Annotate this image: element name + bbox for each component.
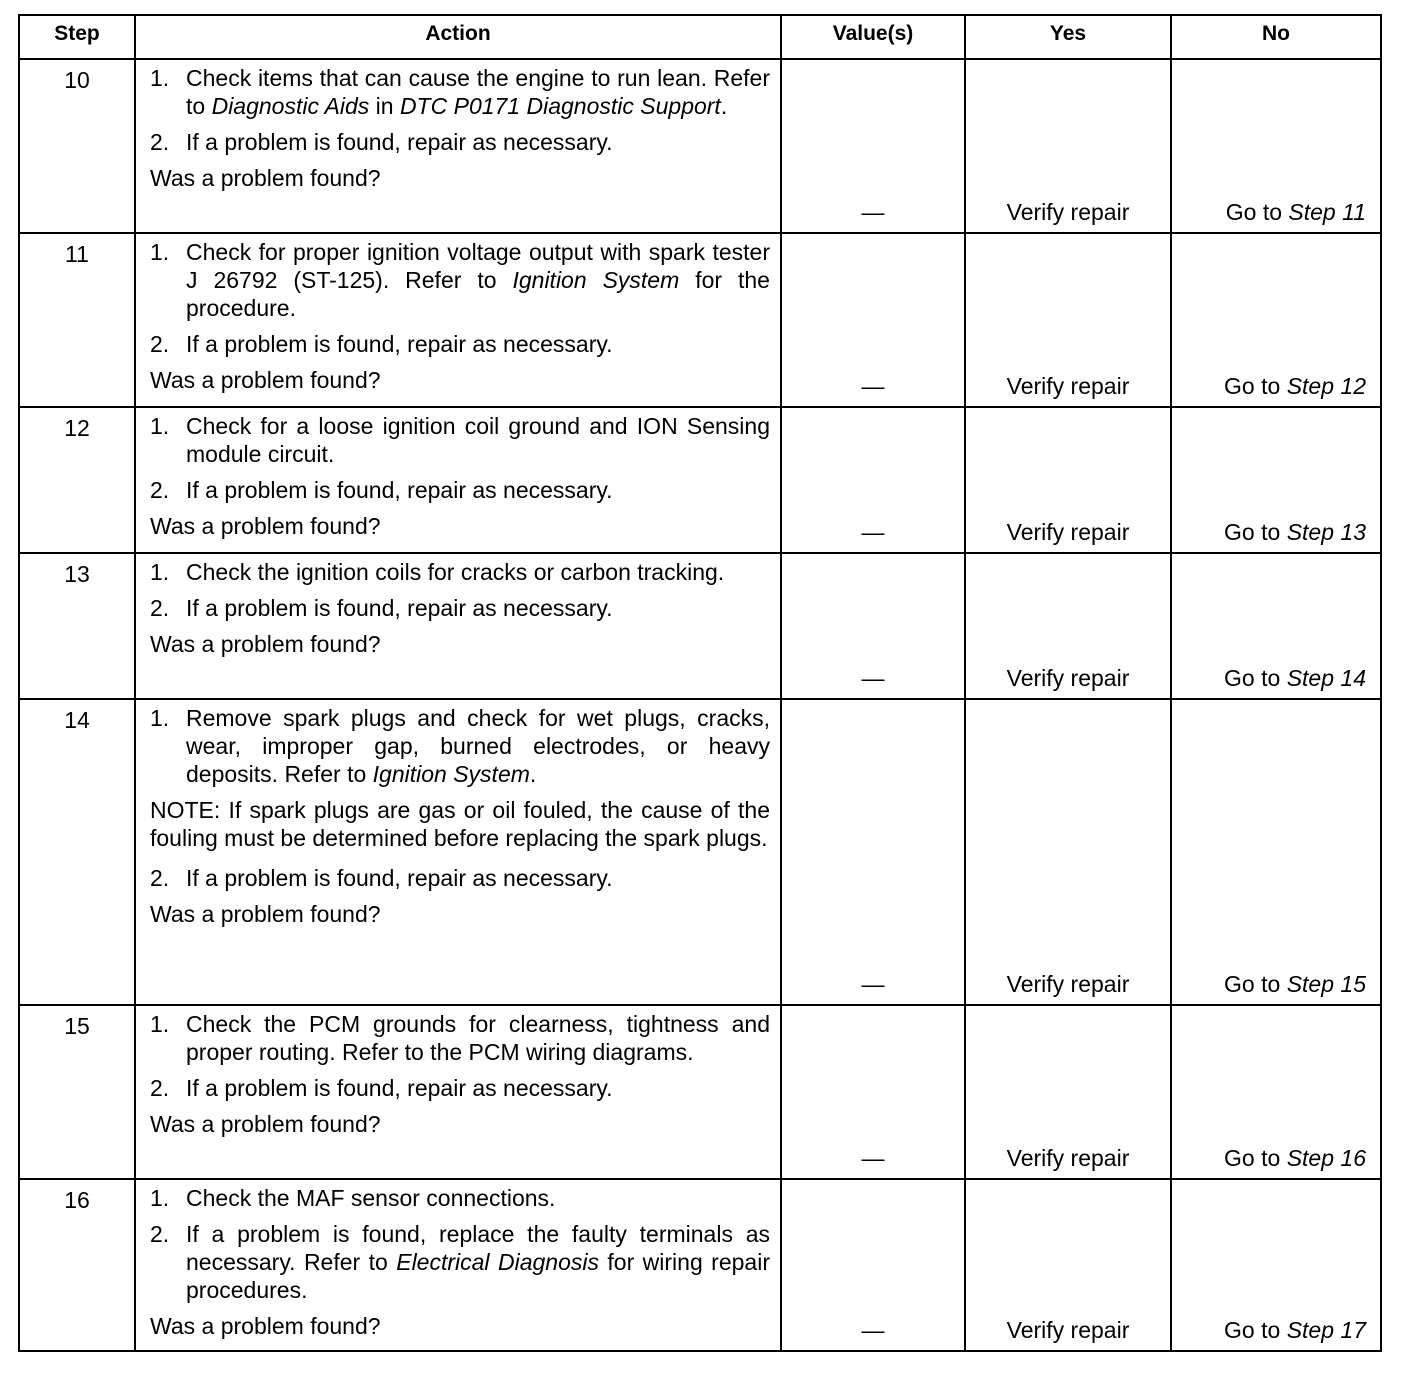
yes-cell: Verify repair [965, 59, 1171, 233]
no-cell: Go to Step 12 [1171, 233, 1381, 407]
no-cell: Go to Step 16 [1171, 1005, 1381, 1179]
action-item: 1. Check items that can cause the engine to run lean. Refer to Diagnostic Aids in DTC P0171 Diagnostic Support. [150, 65, 770, 119]
value-cell: — [781, 233, 965, 407]
note-text: NOTE: If spark plugs are gas or oil fouled, the cause of the fouling must be determined before replacing the spark plugs. [150, 797, 770, 851]
diagnostic-table [18, 14, 1382, 1352]
table-row [19, 59, 1381, 233]
header-no: No [1171, 15, 1381, 59]
action-cell [135, 699, 781, 1005]
action-item: 2. If a problem is found, repair as necessary. [150, 477, 613, 503]
no-cell: Go to Step 15 [1171, 699, 1381, 1005]
action-item: 1. Check the MAF sensor connections. [150, 1185, 556, 1211]
action-item: 2. If a problem is found, repair as necessary. [150, 1075, 613, 1101]
yes-cell: Verify repair [965, 1005, 1171, 1179]
header-yes: Yes [965, 15, 1171, 59]
table-row [19, 553, 1381, 699]
table-row [19, 233, 1381, 407]
question: Was a problem found? [150, 513, 381, 539]
action-cell [135, 407, 781, 553]
no-cell: Go to Step 11 [1171, 59, 1381, 233]
value-cell: — [781, 553, 965, 699]
question: Was a problem found? [150, 901, 381, 927]
value-cell: — [781, 59, 965, 233]
action-item: 1. Check the ignition coils for cracks or carbon tracking. [150, 559, 725, 585]
step-number: 11 [19, 233, 135, 407]
header-action: Action [135, 15, 781, 59]
action-cell [135, 59, 781, 233]
table-row [19, 407, 1381, 553]
action-item: 2. If a problem is found, repair as necessary. [150, 865, 613, 891]
yes-cell: Verify repair [965, 407, 1171, 553]
action-cell [135, 553, 781, 699]
diagnostic-table-page [18, 14, 1380, 1352]
step-number: 13 [19, 553, 135, 699]
header-step: Step [19, 15, 135, 59]
step-number: 16 [19, 1179, 135, 1351]
yes-cell: Verify repair [965, 1179, 1171, 1351]
no-cell: Go to Step 13 [1171, 407, 1381, 553]
value-cell: — [781, 1179, 965, 1351]
no-cell: Go to Step 14 [1171, 553, 1381, 699]
action-cell [135, 1005, 781, 1179]
question: Was a problem found? [150, 165, 381, 191]
header-values: Value(s) [781, 15, 965, 59]
step-number: 10 [19, 59, 135, 233]
value-cell: — [781, 407, 965, 553]
yes-cell: Verify repair [965, 233, 1171, 407]
step-number: 15 [19, 1005, 135, 1179]
table-row [19, 1179, 1381, 1351]
step-number: 12 [19, 407, 135, 553]
header-row [19, 15, 1381, 59]
action-item: 2. If a problem is found, repair as necessary. [150, 129, 613, 155]
table-row [19, 1005, 1381, 1179]
action-cell [135, 1179, 781, 1351]
table-row [19, 699, 1381, 1005]
action-item: 1. Check for proper ignition voltage output with spark tester J 26792 (ST-125). Refer to Ignition System for the procedure. [150, 239, 770, 321]
question: Was a problem found? [150, 1313, 381, 1339]
action-item: 1. Check for a loose ignition coil ground and ION Sensing module circuit. [150, 413, 770, 467]
question: Was a problem found? [150, 367, 381, 393]
action-item: 2. If a problem is found, repair as necessary. [150, 595, 613, 621]
action-item: 2. If a problem is found, replace the faulty terminals as necessary. Refer to Electrical Diagnosis for wiring repair procedures. [150, 1221, 770, 1303]
question: Was a problem found? [150, 631, 381, 657]
question: Was a problem found? [150, 1111, 381, 1137]
value-cell: — [781, 699, 965, 1005]
action-cell [135, 233, 781, 407]
action-item: 2. If a problem is found, repair as necessary. [150, 331, 613, 357]
step-number: 14 [19, 699, 135, 1005]
action-item: 1. Check the PCM grounds for clearness, tightness and proper routing. Refer to the PCM wiring diagrams. [150, 1011, 770, 1065]
value-cell: — [781, 1005, 965, 1179]
action-item: 1. Remove spark plugs and check for wet plugs, cracks, wear, improper gap, burned electrodes, or heavy deposits. Refer to Ignition System. [150, 705, 770, 787]
yes-cell: Verify repair [965, 553, 1171, 699]
yes-cell: Verify repair [965, 699, 1171, 1005]
no-cell: Go to Step 17 [1171, 1179, 1381, 1351]
